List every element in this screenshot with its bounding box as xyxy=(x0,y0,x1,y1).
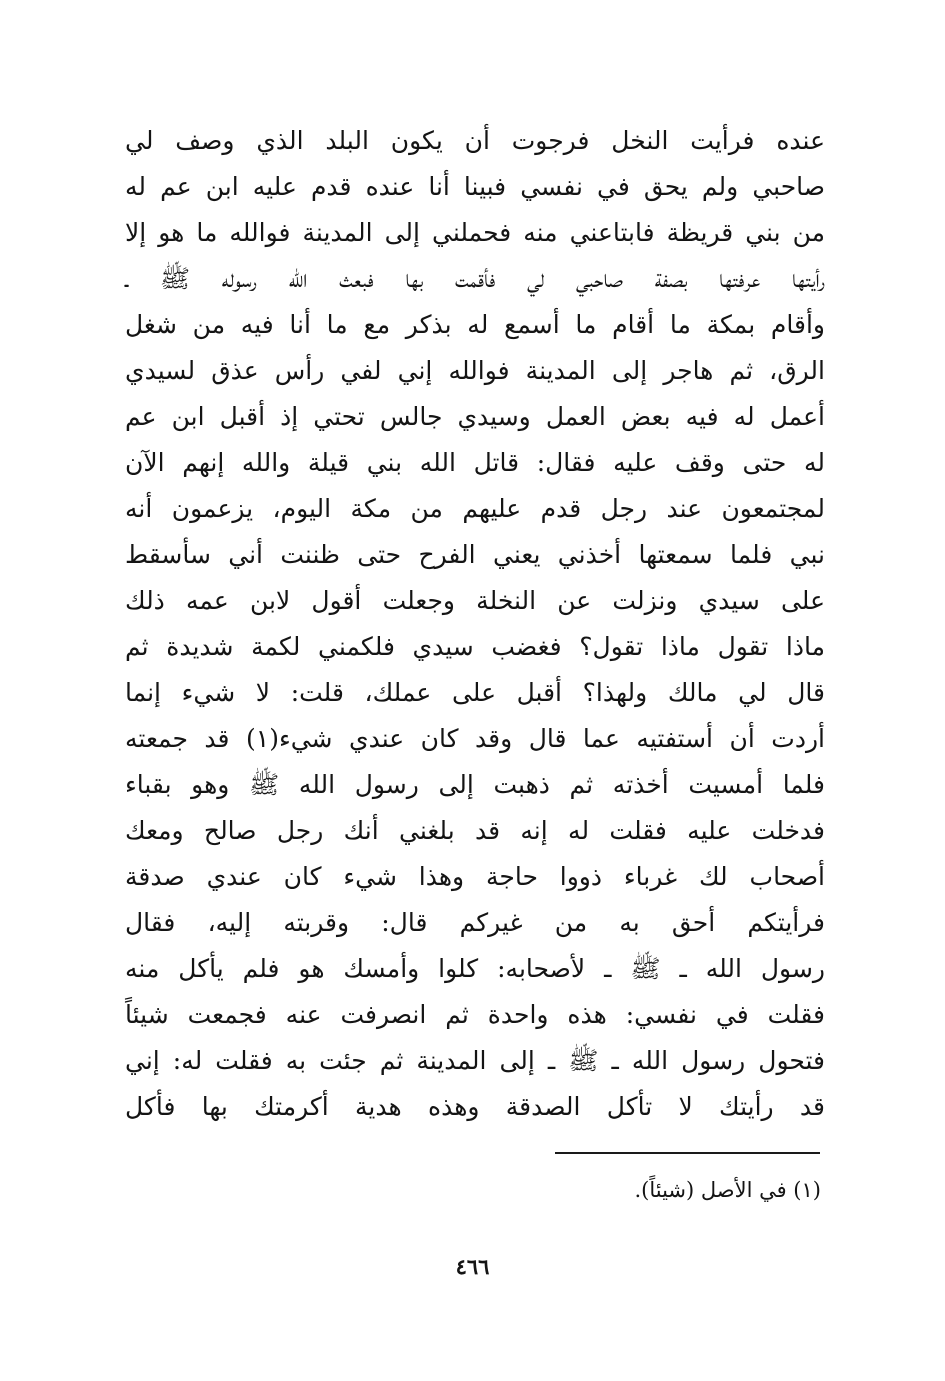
text-line: فلما أمسيت أخذته ثم ذهبت إلى رسول الله ﷺ وهو بقباء xyxy=(125,770,825,799)
page-number: ٤٦٦ xyxy=(455,1254,490,1279)
text-line: فتحول رسول الله ـ ﷺ ـ إلى المدينة ثم جئت به فقلت له: إني xyxy=(125,1046,825,1075)
text-line: رأيتها عرفتها بصفة صاحبي لي فأقمت بها فبعث الله رسوله ﷺ ـ xyxy=(125,264,825,293)
text-line: قال لي مالك ولهذا؟ أقبل على عملك، قلت: لا شيء إنما xyxy=(125,678,825,707)
text-line: فرأيتكم أحق به من غيركم قال: وقربته إليه، فقال xyxy=(125,908,825,937)
text-line: رسول الله ـ ﷺ ـ لأصحابه: كلوا وأمسك هو فلم يأكل منه xyxy=(125,954,825,983)
text-line: نبي فلما سمعتها أخذني يعني الفرح حتى ظننت أني سأسقط xyxy=(125,540,825,569)
text-line: صاحبي ولم يحق في نفسي فبينا أنا عنده قدم عليه ابن عم له xyxy=(125,172,825,201)
text-line: لمجتمعون عند رجل قدم عليهم من مكة اليوم، يزعمون أنه xyxy=(125,494,825,523)
text-line: قد رأيتك لا تأكل الصدقة وهذه هدية أكرمتك بها فأكل xyxy=(125,1092,825,1121)
text-line: أعمل له فيه بعض العمل وسيدي جالس تحتي إذ أقبل ابن عم xyxy=(125,402,825,431)
text-line: الرق، ثم هاجر إلى المدينة فوالله إني لفي رأس عذق لسيدي xyxy=(125,356,825,385)
text-line: وأقام بمكة ما أقام ما أسمع له بذكر مع ما أنا فيه من شغل xyxy=(125,310,825,339)
text-line: أردت أن أستفتيه عما قال وقد كان عندي شيء(١) قد جمعته xyxy=(125,724,825,753)
body-text xyxy=(125,118,825,1130)
footnote: (١) في الأصل (شيئاً). xyxy=(634,1178,821,1202)
text-line: له حتى وقف عليه فقال: قاتل الله بني قيلة والله إنهم الآن xyxy=(125,448,825,477)
text-line: فدخلت عليه فقلت له إنه قد بلغني أنك رجل صالح ومعك xyxy=(125,816,825,845)
text-line: فقلت في نفسي: هذه واحدة ثم انصرفت عنه فجمعت شيئاً xyxy=(125,1000,825,1029)
text-line: من بني قريظة فابتاعني منه فحملني إلى المدينة فوالله ما هو إلا xyxy=(125,218,825,247)
text-line: أصحاب لك غرباء ذووا حاجة وهذا شيء كان عندي صدقة xyxy=(125,862,825,891)
text-line: عنده فرأيت النخل فرجوت أن يكون البلد الذي وصف لي xyxy=(125,126,825,155)
text-line: ماذا تقول ماذا تقول؟ فغضب سيدي فلكمني لكمة شديدة ثم xyxy=(125,632,825,661)
footnote-separator xyxy=(555,1152,820,1154)
text-line: على سيدي ونزلت عن النخلة وجعلت أقول لابن عمه ذلك xyxy=(125,586,825,615)
